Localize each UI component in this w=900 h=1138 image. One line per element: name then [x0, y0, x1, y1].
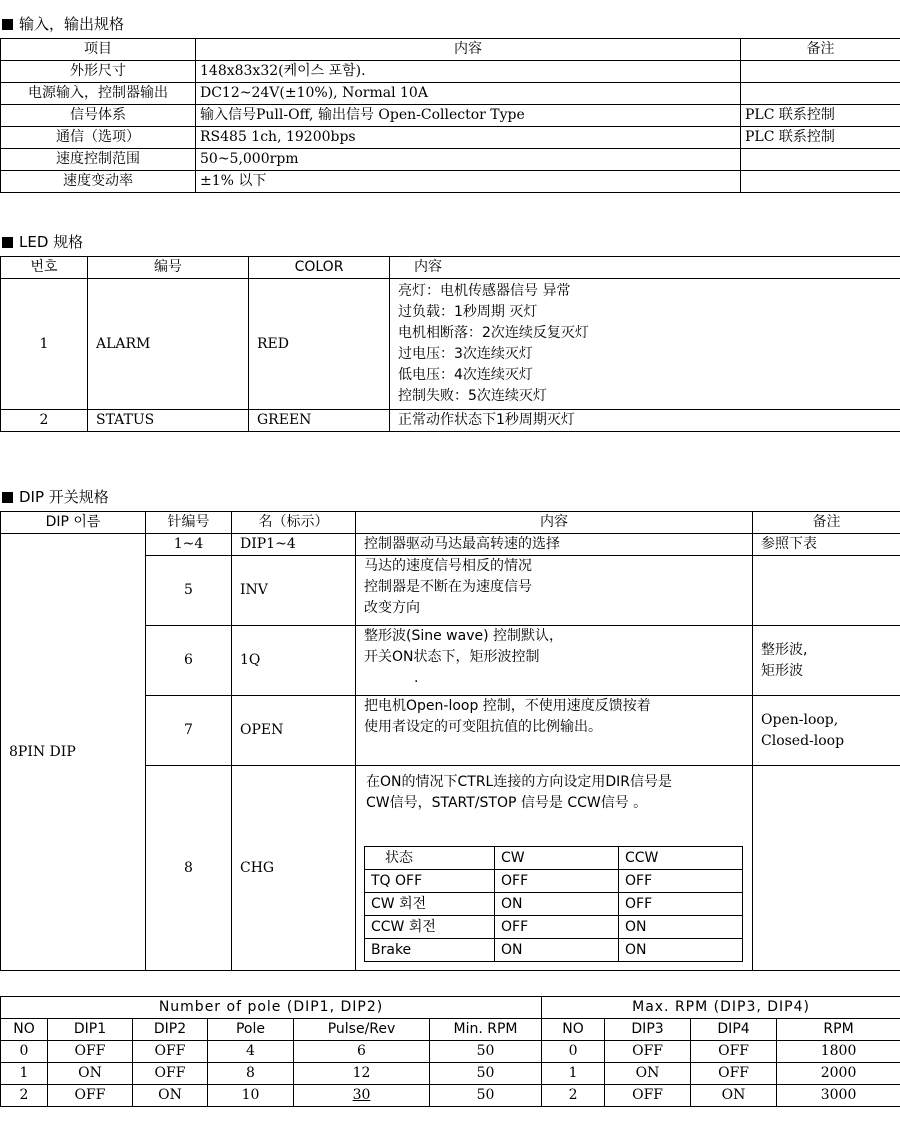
cell: 50 [430, 1041, 542, 1063]
table-row [1, 279, 900, 410]
cell: 6 [294, 1041, 430, 1063]
table-row [365, 870, 743, 893]
cell: OFF [133, 1041, 208, 1063]
cell: OFF [691, 1041, 777, 1063]
header-cell: Min. RPM [430, 1019, 542, 1041]
dip-name-cell: 1Q [232, 626, 356, 696]
cell: 3000 [777, 1085, 900, 1107]
header-cell: NO [542, 1019, 605, 1041]
text-line: 亮灯：电机传感器信号 异常 [398, 283, 571, 299]
text-line: 矩形波 [761, 662, 803, 679]
text-line: 低电压：4次连续灭灯 [398, 367, 533, 383]
text-line: 使用者设定的可变阻抗值的比例输出。 [364, 719, 602, 735]
table-row [1, 83, 900, 105]
note-cell [753, 556, 900, 626]
io-title-text: 输入，输出规格 [19, 15, 125, 33]
cell: ON [691, 1085, 777, 1107]
table-header-row [1, 1019, 900, 1041]
item-cell: 速度控制范围 [1, 149, 196, 171]
led-description [390, 279, 900, 410]
item-cell: 速度变动率 [1, 171, 196, 193]
ccw-cell: OFF [619, 870, 743, 893]
item-cell: 通信（选项） [1, 127, 196, 149]
led-color: RED [249, 279, 390, 410]
cell: OFF [605, 1041, 691, 1063]
header-cell: 状态 [365, 847, 495, 870]
header-cell: DIP 이름 [1, 512, 146, 534]
led-name: STATUS [88, 410, 249, 432]
table-row [1, 61, 900, 83]
text-line: 马达的速度信号相反的情况 [364, 558, 532, 574]
state-cell: CW 회전 [365, 893, 495, 916]
text-line: 控制器是不断在为速度信号 [364, 579, 532, 595]
table-row [365, 893, 743, 916]
rpm-group-title: Max. RPM (DIP3, DIP4) [542, 997, 900, 1019]
text-line: 正常动作状态下1秒周期灭灯 [398, 412, 575, 428]
state-cell: CCW 회전 [365, 916, 495, 939]
content-cell: 148x83x32(케이스 포함). [196, 61, 741, 83]
cw-cell: ON [495, 893, 619, 916]
led-number: 2 [1, 410, 88, 432]
table-row [1, 171, 900, 193]
square-bullet-icon [2, 237, 13, 248]
cell: 4 [208, 1041, 294, 1063]
dip-name-cell: INV [232, 556, 356, 626]
cell: OFF [48, 1085, 133, 1107]
text-line: 过电压：3次连续灭灯 [398, 346, 533, 362]
dip-section-title [0, 487, 900, 507]
underlined-value: 30 [352, 1087, 371, 1103]
header-cell: CCW [619, 847, 743, 870]
pin-cell: 1~4 [146, 534, 232, 556]
spacer [366, 814, 748, 838]
cell: OFF [133, 1063, 208, 1085]
header-cell: 针编号 [146, 512, 232, 534]
content-cell [356, 556, 753, 626]
led-spec-table [0, 256, 900, 432]
cell: ON [133, 1085, 208, 1107]
note-cell [753, 626, 900, 696]
cell: 2000 [777, 1063, 900, 1085]
header-cell: Pole [208, 1019, 294, 1041]
cell: OFF [48, 1041, 133, 1063]
content-cell: RS485 1ch, 19200bps [196, 127, 741, 149]
cell: ON [48, 1063, 133, 1085]
table-header-row [1, 257, 900, 279]
io-spec-table [0, 38, 900, 193]
text-line: 控制失败：5次连续灭灯 [398, 388, 547, 404]
content-cell [356, 696, 753, 766]
pin-cell: 6 [146, 626, 232, 696]
content-cell: 50~5,000rpm [196, 149, 741, 171]
note-cell: 参照下表 [753, 534, 900, 556]
dip-name-cell: DIP1~4 [232, 534, 356, 556]
content-cell: ±1% 以下 [196, 171, 741, 193]
item-cell: 信号体系 [1, 105, 196, 127]
note-cell: PLC 联系控制 [741, 105, 900, 127]
note-cell [741, 83, 900, 105]
led-number: 1 [1, 279, 88, 410]
header-cell: 内容 [390, 257, 900, 279]
pin-cell: 5 [146, 556, 232, 626]
content-cell: DC12~24V(±10%), Normal 10A [196, 83, 741, 105]
header-cell: 编号 [88, 257, 249, 279]
content-cell: 控制器驱动马达最高转速的选择 [356, 534, 753, 556]
table-row [1, 410, 900, 432]
cell: 8 [208, 1063, 294, 1085]
text-line: 过负载：1秒周期 灭灯 [398, 304, 538, 320]
led-description [390, 410, 900, 432]
header-cell: 备注 [753, 512, 900, 534]
table-header-row [365, 847, 743, 870]
dip-name-cell: CHG [232, 766, 356, 971]
cell: 1 [1, 1063, 48, 1085]
content-cell [356, 626, 753, 696]
cell: 0 [542, 1041, 605, 1063]
io-section-title [0, 14, 900, 34]
text-line: 整形波, [761, 641, 808, 658]
item-cell: 外形尺寸 [1, 61, 196, 83]
content-cell: 输入信号Pull-Off, 输出信号 Open-Collector Type [196, 105, 741, 127]
table-title-row [1, 997, 900, 1019]
cell: 0 [1, 1041, 48, 1063]
text-line: 整形波(Sine wave) 控制默认， [364, 628, 564, 644]
pole-rpm-table [0, 996, 900, 1107]
header-cell: 名（标示） [232, 512, 356, 534]
table-row [1, 105, 900, 127]
led-section-title [0, 232, 900, 252]
text-line: 改变方向 [364, 600, 420, 616]
cell: 10 [208, 1085, 294, 1107]
chg-state-table [364, 846, 743, 962]
square-bullet-icon [2, 19, 13, 30]
table-row [1, 149, 900, 171]
pin-cell: 7 [146, 696, 232, 766]
text-line: Closed-loop [761, 732, 845, 749]
header-cell: DIP2 [133, 1019, 208, 1041]
header-cell: 备注 [741, 39, 900, 61]
header-cell: RPM [777, 1019, 900, 1041]
header-cell: 内容 [196, 39, 741, 61]
header-cell: 번호 [1, 257, 88, 279]
led-color: GREEN [249, 410, 390, 432]
header-cell: NO [1, 1019, 48, 1041]
header-cell: DIP4 [691, 1019, 777, 1041]
pin-cell: 8 [146, 766, 232, 971]
table-row [1, 1063, 900, 1085]
table-row [365, 939, 743, 962]
state-cell: Brake [365, 939, 495, 962]
ccw-cell: ON [619, 916, 743, 939]
cell: 50 [430, 1063, 542, 1085]
led-title-text: LED 规格 [19, 233, 84, 251]
header-cell: DIP1 [48, 1019, 133, 1041]
header-cell: DIP3 [605, 1019, 691, 1041]
text-line: 把电机Open-loop 控制，不使用速度反馈按着 [364, 698, 651, 714]
text-line: CW信号，START/STOP 信号是 CCW信号 。 [366, 795, 648, 811]
cw-cell: OFF [495, 916, 619, 939]
cw-cell: OFF [495, 870, 619, 893]
text-line: 在ON的情况下CTRL连接的方向设定用DIR信号是 [366, 774, 672, 790]
header-cell: 项目 [1, 39, 196, 61]
note-cell [741, 149, 900, 171]
note-cell [753, 766, 900, 971]
text-line: . [414, 670, 419, 686]
text-line: 电机相断落：2次连续反复灭灯 [398, 325, 589, 341]
table-header-row [1, 39, 900, 61]
ccw-cell: ON [619, 939, 743, 962]
table-row [1, 534, 900, 556]
pole-group-title: Number of pole (DIP1, DIP2) [1, 997, 542, 1019]
cell: 2 [542, 1085, 605, 1107]
note-cell [753, 696, 900, 766]
table-header-row [1, 512, 900, 534]
cell: 50 [430, 1085, 542, 1107]
text-line: 开关ON状态下，矩形波控制 [364, 649, 540, 665]
state-cell: TQ OFF [365, 870, 495, 893]
cw-cell: ON [495, 939, 619, 962]
table-row [1, 127, 900, 149]
table-row [1, 1041, 900, 1063]
ccw-cell: OFF [619, 893, 743, 916]
dip-group-cell: 8PIN DIP [1, 534, 146, 971]
cell: OFF [605, 1085, 691, 1107]
cell: 2 [1, 1085, 48, 1107]
cell: 1 [542, 1063, 605, 1085]
dip-title-text: DIP 开关规格 [19, 488, 109, 506]
note-cell [741, 61, 900, 83]
header-cell: CW [495, 847, 619, 870]
note-cell [741, 171, 900, 193]
cell: 12 [294, 1063, 430, 1085]
square-bullet-icon [2, 492, 13, 503]
note-cell: PLC 联系控制 [741, 127, 900, 149]
dip-name-cell: OPEN [232, 696, 356, 766]
cell: ON [605, 1063, 691, 1085]
led-name: ALARM [88, 279, 249, 410]
table-row [365, 916, 743, 939]
cell: OFF [691, 1063, 777, 1085]
dip-spec-table [0, 511, 900, 971]
text-line: Open-loop, [761, 711, 839, 728]
cell [294, 1085, 430, 1107]
table-row [1, 1085, 900, 1107]
header-cell: Pulse/Rev [294, 1019, 430, 1041]
item-cell: 电源输入，控制器输出 [1, 83, 196, 105]
content-cell [356, 766, 753, 971]
header-cell: COLOR [249, 257, 390, 279]
header-cell: 内容 [356, 512, 753, 534]
cell: 1800 [777, 1041, 900, 1063]
